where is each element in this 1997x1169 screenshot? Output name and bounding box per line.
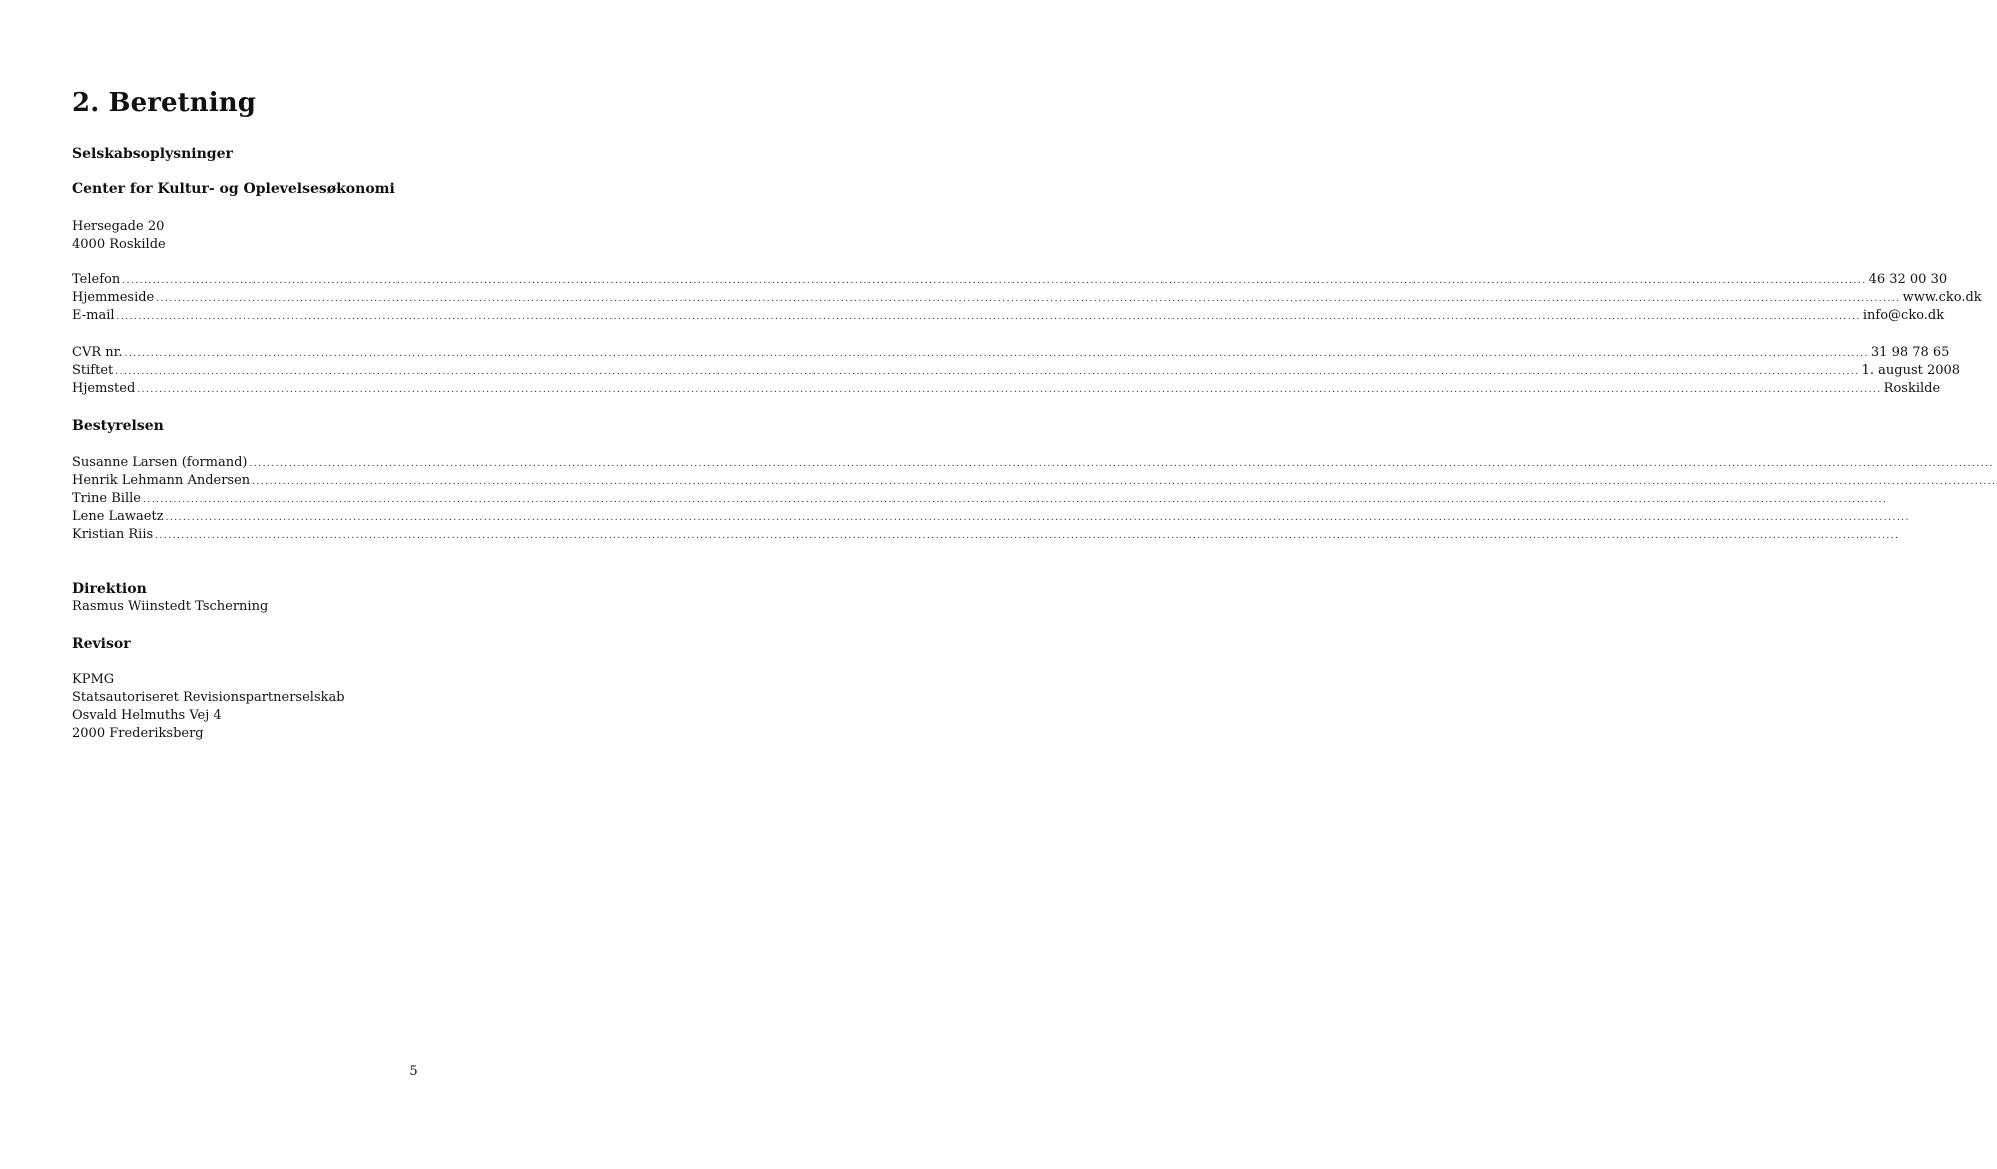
dot-leader: ................................................................................................................................................................................................................................................................................................................................................................................................................ [122,276,1867,286]
board-member-row [72,490,1888,508]
board-member-name: Susanne Larsen (formand) [72,455,248,470]
row-value: info@cko.dk [1862,308,1945,323]
row-label: Telefon [72,272,121,287]
dot-leader: ................................................................................................................................................................................................................................................................................................................................................................................................................ [142,495,1888,505]
row-value: www.cko.dk [1902,290,1982,305]
board-member-name: Henrik Lehmann Andersen [72,473,251,488]
auditor-name: KPMG [72,672,115,687]
board-member-name: Trine Bille [72,491,141,506]
dot-leader: ................................................................................................................................................................................................................................................................................................................................................................................................................ [156,294,1901,304]
board-member-name: Kristian Riis [72,527,154,542]
board-heading: Bestyrelsen [72,418,164,434]
auditor-type: Statsautoriseret Revisionspartnerselskab [72,690,345,705]
company-info-heading: Selskabsoplysninger [72,146,233,162]
row-label: Hjemmeside [72,290,155,305]
row-label: Hjemsted [72,381,136,396]
page-number: 5 [409,1064,418,1079]
registration-row-cvr [72,344,1950,362]
dot-leader: ................................................................................................................................................................................................................................................................................................................................................................................................................ [124,349,1869,359]
company-name: Center for Kultur- og Oplevelsesøkonomi [72,181,395,197]
dot-leader: ................................................................................................................................................................................................................................................................................................................................................................................................................ [165,513,1910,523]
row-label: CVR nr. [72,345,123,360]
dot-leader: ................................................................................................................................................................................................................................................................................................................................................................................................................ [155,531,1900,541]
dot-leader: ................................................................................................................................................................................................................................................................................................................................................................................................................ [116,312,1861,322]
management-name: Rasmus Wiinstedt Tscherning [72,599,269,614]
board-member-row [72,526,1900,544]
dot-leader: ................................................................................................................................................................................................................................................................................................................................................................................................................ [137,385,1882,395]
row-value: 1. august 2008 [1861,363,1961,378]
registration-row-founded [72,362,1961,380]
auditor-address-line1: Osvald Helmuths Vej 4 [72,708,222,723]
contact-row-email [72,307,1945,325]
board-member-name: Lene Lawaetz [72,509,164,524]
row-value: 46 32 00 30 [1868,272,1948,287]
auditor-address-line2: 2000 Frederiksberg [72,726,204,741]
management-heading: Direktion [72,581,147,597]
dot-leader: ................................................................................................................................................................................................................................................................................................................................................................................................................ [252,477,1997,487]
board-member-row [72,454,1994,472]
row-value: Roskilde [1883,381,1941,396]
row-value: 31 98 78 65 [1870,345,1950,360]
row-label: Stiftet [72,363,114,378]
dot-leader: ................................................................................................................................................................................................................................................................................................................................................................................................................ [249,459,1994,469]
registration-row-domicile [72,380,1941,398]
board-member-row [72,472,1997,490]
page-title: 2. Beretning [72,88,257,118]
company-address-line2: 4000 Roskilde [72,237,166,252]
auditor-heading: Revisor [72,636,131,652]
dot-leader: ................................................................................................................................................................................................................................................................................................................................................................................................................ [115,367,1860,377]
contact-row-website [72,289,1982,307]
contact-row-phone [72,271,1948,289]
board-member-row [72,508,1910,526]
row-label: E-mail [72,308,115,323]
company-address-line1: Hersegade 20 [72,219,165,234]
